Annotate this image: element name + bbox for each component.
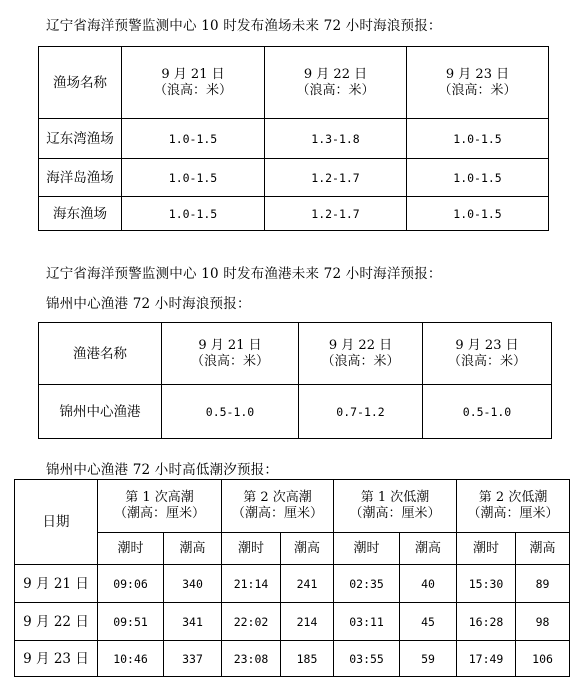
tide-group-title: 第 2 次低潮 — [478, 490, 548, 505]
sub-header-tide-time: 潮时 — [98, 533, 164, 565]
table-row — [15, 641, 570, 677]
column-header-date — [423, 323, 552, 385]
tide-group-header — [98, 480, 222, 533]
fishing-port-wave-table — [38, 322, 552, 439]
tide-height-cell: 59 — [400, 641, 457, 677]
wave-height-cell: 0.7-1.2 — [299, 385, 423, 439]
date-label: 9 月 21 日 — [198, 337, 262, 353]
table-header-row — [39, 47, 549, 119]
tide-time-cell: 09:51 — [98, 603, 164, 641]
tide-group-header — [222, 480, 334, 533]
wave-height-cell: 0.5-1.0 — [423, 385, 552, 439]
table-row — [39, 197, 549, 231]
sub-header-tide-height: 潮高 — [400, 533, 457, 565]
tide-height-cell: 340 — [164, 565, 222, 603]
tide-time-cell: 21:14 — [222, 565, 281, 603]
tide-time-cell: 09:06 — [98, 565, 164, 603]
unit-label: （潮高：厘米） — [467, 506, 559, 521]
date-label: 9 月 23 日 — [445, 66, 510, 82]
unit-label: （浪高：米） — [153, 82, 232, 98]
wave-height-cell: 1.0-1.5 — [122, 119, 265, 159]
sub-header-tide-time: 潮时 — [457, 533, 516, 565]
tide-time-cell: 10:46 — [98, 641, 164, 677]
wave-height-cell: 1.2-1.7 — [265, 159, 407, 197]
tide-height-cell: 337 — [164, 641, 222, 677]
column-header-date — [122, 47, 265, 119]
tide-time-cell: 22:02 — [222, 603, 281, 641]
table-row — [15, 603, 570, 641]
fishing-ground-forecast-heading: 辽宁省海洋预警监测中心 10 时发布渔场未来 72 小时海浪预报： — [46, 18, 442, 34]
jinzhou-port-wave-heading: 锦州中心渔港 72 小时海浪预报： — [46, 296, 251, 312]
tide-group-title: 第 2 次高潮 — [243, 490, 312, 505]
date-label: 9 月 22 日 — [303, 66, 368, 82]
tide-time-cell: 02:35 — [334, 565, 400, 603]
fishing-ground-name: 辽东湾渔场 — [39, 119, 122, 159]
tide-group-title: 第 1 次高潮 — [125, 490, 194, 505]
fishing-port-name: 锦州中心渔港 — [39, 385, 162, 439]
wave-height-cell: 1.2-1.7 — [265, 197, 407, 231]
tide-date: 9 月 22 日 — [15, 603, 98, 641]
unit-label: （潮高：厘米） — [114, 506, 206, 521]
tide-time-cell: 17:49 — [457, 641, 516, 677]
unit-label: （浪高：米） — [447, 353, 526, 369]
tide-height-cell: 214 — [281, 603, 334, 641]
unit-label: （浪高：米） — [438, 82, 517, 98]
tide-date: 9 月 23 日 — [15, 641, 98, 677]
sub-header-tide-time: 潮时 — [334, 533, 400, 565]
tide-height-cell: 106 — [516, 641, 570, 677]
date-label: 9 月 22 日 — [328, 337, 393, 353]
unit-label: （浪高：米） — [321, 353, 400, 369]
tide-height-cell: 89 — [516, 565, 570, 603]
table-header-row — [15, 480, 570, 533]
table-header-row — [39, 323, 552, 385]
unit-label: （浪高：米） — [190, 353, 269, 369]
wave-height-cell: 1.0-1.5 — [122, 159, 265, 197]
tide-height-cell: 341 — [164, 603, 222, 641]
column-header-fishing-port: 渔港名称 — [39, 323, 162, 385]
tide-time-cell: 23:08 — [222, 641, 281, 677]
table-subheader-row — [15, 533, 570, 565]
column-header-fishing-ground: 渔场名称 — [39, 47, 122, 119]
sub-header-tide-height: 潮高 — [281, 533, 334, 565]
unit-label: （潮高：厘米） — [349, 506, 441, 521]
date-label: 9 月 23 日 — [455, 337, 519, 353]
unit-label: （浪高：米） — [296, 82, 375, 98]
table-row — [39, 119, 549, 159]
tide-group-title: 第 1 次低潮 — [360, 490, 430, 505]
sub-header-tide-time: 潮时 — [222, 533, 281, 565]
wave-height-cell: 1.0-1.5 — [122, 197, 265, 231]
tide-time-cell: 03:55 — [334, 641, 400, 677]
wave-height-cell: 1.0-1.5 — [407, 197, 549, 231]
table-row — [39, 159, 549, 197]
tide-group-header — [334, 480, 457, 533]
tide-forecast-table — [14, 479, 570, 677]
tide-time-cell: 15:30 — [457, 565, 516, 603]
tide-time-cell: 03:11 — [334, 603, 400, 641]
column-header-date — [265, 47, 407, 119]
wave-height-cell: 1.3-1.8 — [265, 119, 407, 159]
column-header-date: 日期 — [15, 480, 98, 565]
tide-date: 9 月 21 日 — [15, 565, 98, 603]
tide-height-cell: 241 — [281, 565, 334, 603]
date-label: 9 月 21 日 — [161, 66, 225, 82]
wave-height-cell: 1.0-1.5 — [407, 119, 549, 159]
fishing-ground-wave-table — [38, 46, 549, 231]
column-header-date — [299, 323, 423, 385]
column-header-date — [407, 47, 549, 119]
unit-label: （潮高：厘米） — [232, 506, 324, 521]
tide-height-cell: 98 — [516, 603, 570, 641]
fishing-port-forecast-heading: 辽宁省海洋预警监测中心 10 时发布渔港未来 72 小时海洋预报： — [46, 266, 442, 282]
fishing-ground-name: 海东渔场 — [39, 197, 122, 231]
wave-height-cell: 1.0-1.5 — [407, 159, 549, 197]
sub-header-tide-height: 潮高 — [516, 533, 570, 565]
tide-forecast-heading: 锦州中心渔港 72 小时高低潮汐预报： — [46, 462, 279, 478]
fishing-ground-name: 海洋岛渔场 — [39, 159, 122, 197]
sub-header-tide-height: 潮高 — [164, 533, 222, 565]
tide-time-cell: 16:28 — [457, 603, 516, 641]
tide-height-cell: 185 — [281, 641, 334, 677]
wave-height-cell: 0.5-1.0 — [162, 385, 299, 439]
table-row — [15, 565, 570, 603]
tide-group-header — [457, 480, 570, 533]
column-header-date — [162, 323, 299, 385]
table-row — [39, 385, 552, 439]
tide-height-cell: 40 — [400, 565, 457, 603]
tide-height-cell: 45 — [400, 603, 457, 641]
